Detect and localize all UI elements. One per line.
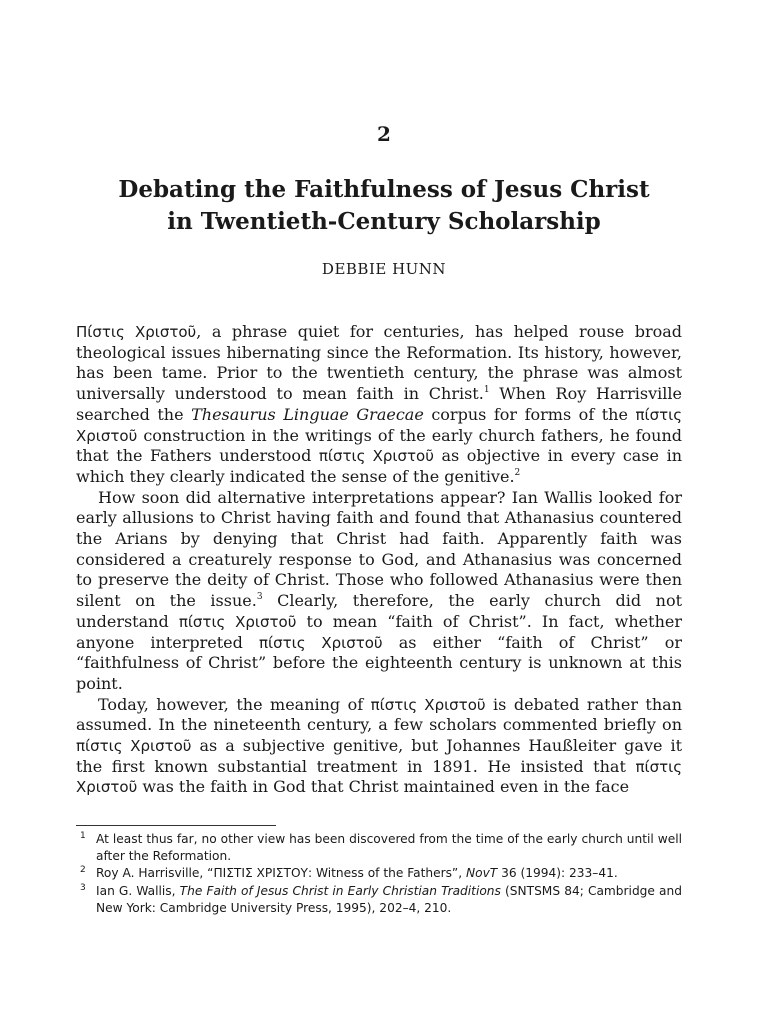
italic-title: Thesaurus Linguae Graecae (191, 404, 424, 424)
footnote-ref-3[interactable]: 3 (256, 592, 263, 603)
footnote-mark: 3 (80, 882, 86, 893)
text-run: as either “faith of Christ” or “faithfulness of Christ” before the eighteenth century is unknown at this point. (76, 632, 683, 693)
book-title: The Faith of Jesus Christ in Early Christian Traditions (179, 883, 501, 898)
greek-phrase: πίστις Χριστοῦ (259, 633, 383, 652)
paragraph-2 (76, 488, 682, 695)
footnote-3 (76, 883, 682, 917)
text-run: construction in the writings of the early church fathers, he found that the Fathers understood (76, 425, 682, 466)
footnote-2 (76, 865, 682, 882)
footnote-text: 36 (1994): 233–41. (497, 866, 618, 881)
journal-abbreviation: NovT (466, 866, 498, 881)
footnote-ref-2[interactable]: 2 (514, 467, 521, 478)
text-run: is debated rather than assumed. In the nineteenth century, a few scholars commented briefly on (76, 694, 682, 735)
text-run: When Roy Harrisville searched the (76, 384, 682, 424)
footnote-1 (76, 831, 682, 865)
footnote-text: Ian G. Wallis, (96, 883, 180, 898)
chapter-title (60, 174, 708, 238)
text-run: corpus for forms of the (423, 404, 636, 424)
footnote-text: At least thus far, no other view has been discovered from the time of the early church until well after the Reformation. (96, 832, 682, 864)
greek-phrase: Πίστις Χριστοῦ (76, 323, 197, 341)
chapter-number: 2 (377, 122, 391, 146)
text-run: was the faith in God that Christ maintained even in the face (137, 777, 630, 797)
chapter-title-line-2: in Twentieth-Century Scholarship (167, 208, 601, 235)
greek-phrase: πίστις Χριστοῦ (318, 447, 434, 466)
author-name: DEBBIE HUNN (321, 260, 447, 278)
text-run: Clearly, therefore, the early church did not understand (76, 591, 682, 631)
text-run: as a subjective genitive, but Johannes Haußleiter gave it the first known substantial treatment in 1891. He insisted that (76, 736, 683, 776)
greek-phrase: πίστις Χριστοῦ (178, 612, 297, 631)
footnote-text: Roy A. Harrisville, “ΠΙΣΤΙΣ ΧΡΙΣΤΟΥ: Witness of the Fathers”, (96, 866, 466, 881)
body-text (76, 322, 682, 798)
greek-phrase: πίστις Χριστοῦ (370, 695, 486, 714)
paragraph-1 (76, 322, 682, 488)
text-run: Today, however, the meaning of (98, 694, 371, 714)
chapter-title-line-1: Debating the Faithfulness of Jesus Christ (118, 176, 650, 203)
footnotes (76, 831, 682, 917)
text-run: as objective in every case in which they clearly indicated the sense of the genitive. (76, 446, 683, 486)
greek-phrase: πίστις Χριστοῦ (76, 405, 683, 445)
text-run: , a phrase quiet for centuries, has helped rouse broad theological issues hibernating since the Reformation. Its history, however, has been tame. Prior to the twentieth century, the phrase was almost universally understood to mean faith in Christ. (76, 322, 683, 404)
text-run: to mean “faith of Christ”. In fact, whether anyone interpreted (76, 611, 683, 652)
footnote-ref-1[interactable]: 1 (483, 385, 490, 396)
footnote-mark: 1 (80, 831, 86, 841)
text-run: How soon did alternative interpretations appear? Ian Wallis looked for early allusions to Christ having faith and found that Athanasius countered the Arians by denying that Christ had faith. Apparently faith was considered a creaturely response to God, and Athanasius was concerned to preserve the deity of Christ. Those who followed Athanasius were then silent on the issue. (76, 487, 682, 611)
footnote-text: (SNTSMS 84; Cambridge and New York: Cambridge University Press, 1995), 202–4, 210. (96, 883, 682, 915)
greek-phrase: πίστις Χριστοῦ (76, 737, 192, 756)
footnote-mark: 2 (80, 865, 86, 876)
greek-phrase: πίστις Χριστοῦ (76, 757, 682, 797)
footnote-divider (76, 825, 276, 826)
paragraph-3 (76, 695, 682, 799)
